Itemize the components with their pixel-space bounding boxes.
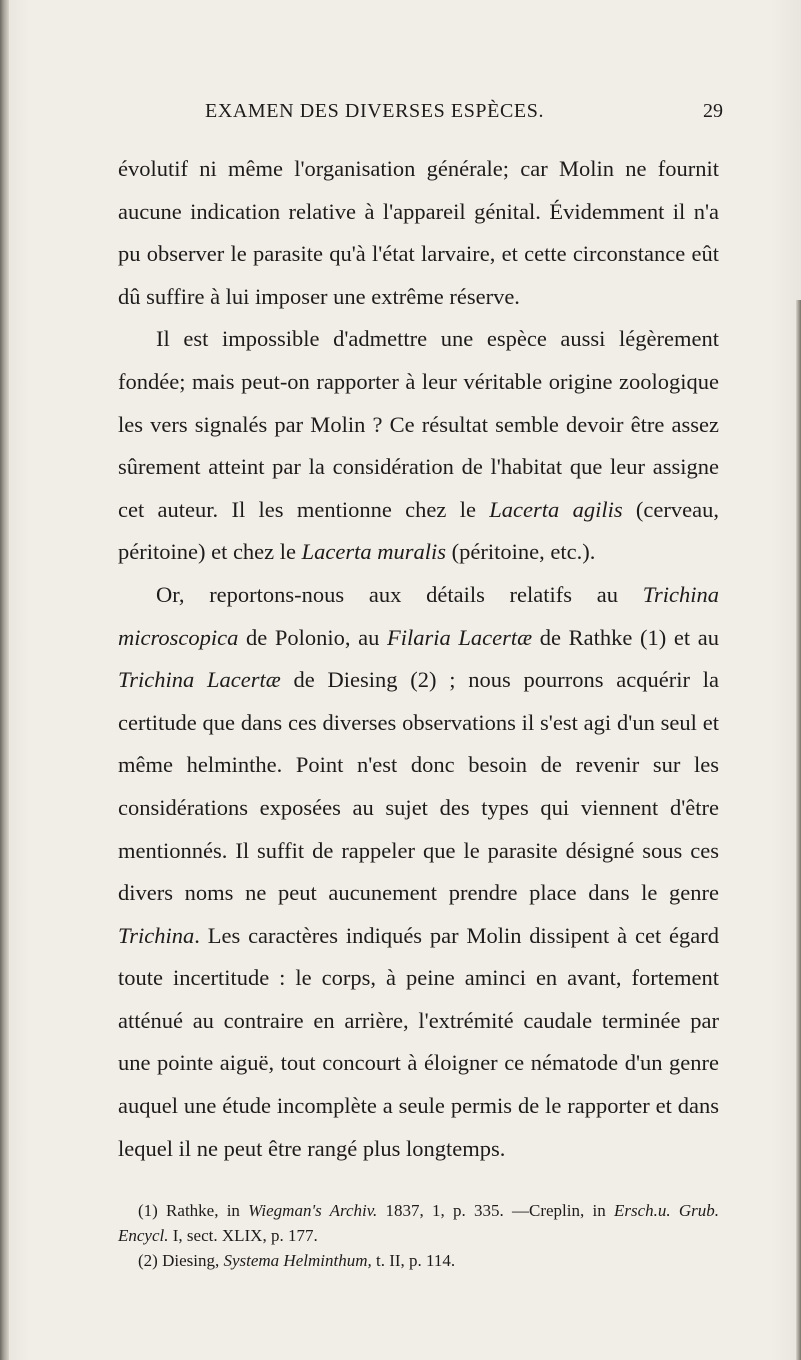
text-run: de Polonio, au — [238, 624, 388, 650]
footnote-2 — [118, 1248, 719, 1273]
species-name: Lacerta muralis — [301, 539, 447, 565]
text-run: (péritoine, etc.). — [446, 539, 596, 565]
text-run: (cerveau, péritoine) et chez le — [118, 496, 719, 565]
text-run: de Rathke (1) et au — [532, 624, 719, 650]
page-binding-shadow — [0, 0, 9, 1360]
page-edge-shadow — [796, 300, 801, 1360]
genus-name: Trichina — [118, 922, 195, 948]
citation-title: Ersch.u. Grub. Encycl. — [118, 1201, 719, 1245]
paragraph-2 — [118, 318, 719, 574]
text-run: (1) Rathke, in — [138, 1201, 249, 1220]
species-name: Filaria Lacertæ — [387, 624, 533, 650]
text-run: de Diesing (2) ; nous pourrons acquérir la certitude que dans ces diverses observations il s'est agi d'un seul et même helminthe. Point n'est donc besoin de revenir sur les considérations exposées au sujet des types qui viennent d'être mentionnés. Il suffit de rappeler que le parasite désigné sous ces divers noms ne peut aucunement prendre place dans le genre — [118, 667, 719, 906]
text-run: Il est impossible d'admettre une espèce aussi légèrement fondée; mais peut-on rapporter à leur véritable origine zoologique les vers signalés par Molin ? Ce résultat semble devoir être assez sûrement atteint par la considération de l'habitat que leur assigne cet auteur. Il les mentionne chez le — [118, 326, 719, 522]
running-head: EXAMEN DES DIVERSES ESPÈCES. — [205, 100, 545, 122]
paragraph-3 — [118, 574, 719, 1170]
citation-title: Systema Helminthum, — [223, 1251, 372, 1270]
species-name: Trichina microscopica — [118, 581, 719, 650]
text-run: I, sect. XLIX, p. 177. — [168, 1226, 318, 1245]
text-run: 1837, 1, p. 335. —Creplin, in — [377, 1201, 614, 1220]
footnotes — [118, 1198, 719, 1273]
page-number: 29 — [703, 100, 723, 122]
species-name: Trichina Lacertæ — [118, 667, 281, 693]
footnote-1 — [118, 1198, 719, 1248]
text-run: t. II, p. 114. — [371, 1251, 456, 1270]
text-run: . Les caractères indiqués par Molin dissipent à cet égard toute incertitude : le corps, à peine aminci en avant, fortement atténué au contraire en arrière, l'extrémité caudale terminée par une pointe aiguë, tout concourt à éloigner ce nématode d'un genre auquel une étude incomplète a seule permis de le rapporter et dans lequel il ne peut être rangé plus longtemps. — [118, 922, 719, 1161]
paragraph-1 — [118, 148, 719, 318]
paragraph-1-text: évolutif ni même l'organisation générale; car Molin ne fournit aucune indication relative à l'appareil génital. Évidemment il n'a pu observer le parasite qu'à l'état larvaire, et cette circonstance eût dû suffire à lui imposer une extrême réserve. — [118, 156, 719, 309]
citation-title: Wiegman's Archiv. — [248, 1201, 378, 1220]
text-run: Or, reportons-nous aux détails relatifs au — [156, 581, 643, 607]
body-text — [118, 148, 719, 1170]
species-name: Lacerta agilis — [489, 496, 623, 522]
text-run: (2) Diesing, — [138, 1251, 224, 1270]
